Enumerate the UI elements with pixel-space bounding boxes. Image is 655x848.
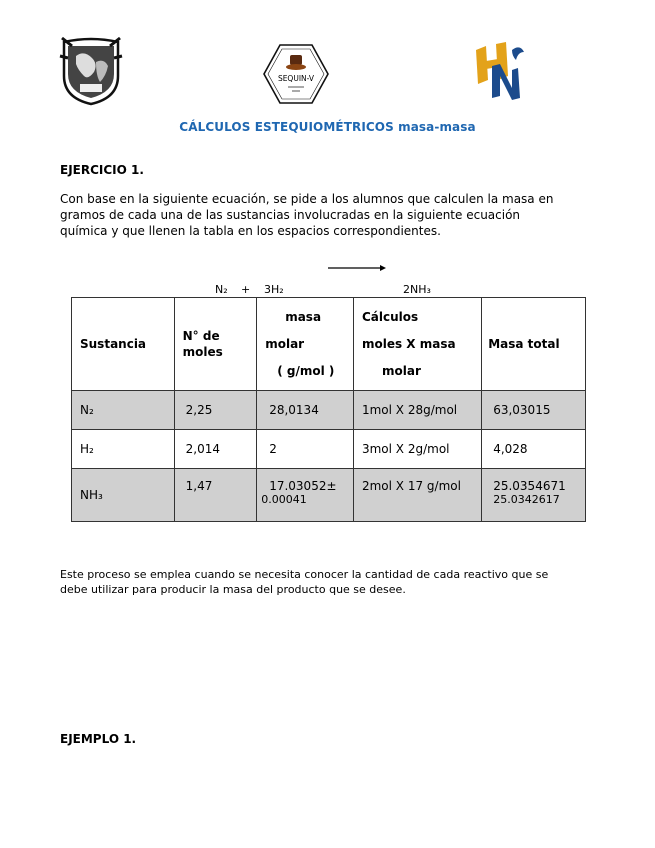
note-line: debe utilizar para producir la masa del producto que se desee. (60, 583, 406, 596)
header-masa-total-label: Masa total (488, 337, 560, 351)
equation-reactant-n2: N₂ (215, 283, 228, 296)
cell-moles: 2,014 (185, 442, 220, 456)
cell-masa-molar: 28,0134 (269, 403, 319, 417)
cell-masa-molar: 2 (269, 442, 277, 456)
ejercicio-heading: EJERCICIO 1. (60, 163, 144, 177)
sequin-logo (262, 43, 330, 105)
header-calculos (353, 298, 481, 391)
table-header-row (72, 298, 586, 391)
cell-sustancia: N₂ (80, 403, 94, 417)
table-row (72, 430, 586, 469)
ejemplo-heading: EJEMPLO 1. (60, 732, 137, 746)
reaction-arrow-icon (328, 263, 386, 273)
cell-sustancia: NH₃ (80, 488, 103, 502)
ejercicio-paragraph (60, 191, 610, 239)
equation-product-nh3: 2NH₃ (403, 283, 431, 296)
paragraph-line: Con base en la siguiente ecuación, se pide a los alumnos que calculen la masa en (60, 192, 554, 206)
unam-shield-logo (58, 36, 124, 106)
header-moles (174, 298, 257, 391)
paragraph-line: gramos de cada una de las sustancias involucradas en la siguiente ecuación (60, 208, 521, 222)
cell-calculo: 2mol X 17 g/mol (361, 479, 461, 493)
cell-moles: 2,25 (185, 403, 213, 417)
cell-masa-total: 63,03015 (493, 403, 551, 417)
equation-reactant-h2: 3H₂ (264, 283, 284, 296)
header-masa-total (482, 298, 586, 391)
process-note (60, 567, 610, 597)
hnc-logo (466, 40, 528, 102)
table-row (72, 469, 586, 522)
table-row (72, 391, 586, 430)
header-masa-molar (257, 298, 354, 391)
header-masa-molar-line: ( g/mol ) (277, 363, 335, 378)
page-title: CÁLCULOS ESTEQUIOMÉTRICOS masa-masa (179, 120, 476, 134)
header-masa-molar-line: molar (265, 336, 305, 351)
stoichiometry-table (71, 297, 586, 522)
header-calculos-line: molar (381, 363, 421, 378)
header-calculos-line: moles X masa (361, 336, 456, 351)
cell-calculo: 1mol X 28g/mol (361, 403, 458, 417)
cell-masa-molar-line: 17.03052± (269, 479, 337, 493)
note-line: Este proceso se emplea cuando se necesita conocer la cantidad de cada reactivo que se (60, 568, 549, 581)
header-sustancia (72, 298, 175, 391)
paragraph-line: química y que llenen la tabla en los espacios correspondientes. (60, 224, 441, 238)
cell-masa-molar-line: 0.00041 (261, 493, 307, 506)
header-sustancia-label: Sustancia (80, 337, 147, 351)
header-calculos-line: Cálculos (361, 309, 419, 324)
cell-masa-total-line: 25.0342617 (493, 493, 560, 506)
header-masa-molar-line: masa (285, 309, 322, 324)
cell-moles: 1,47 (185, 479, 213, 493)
cell-calculo: 3mol X 2g/mol (361, 442, 450, 456)
header-moles-line: moles (182, 345, 223, 359)
cell-masa-total-line: 25.0354671 (493, 479, 566, 493)
header-moles-line: N° de (182, 329, 220, 343)
cell-sustancia: H₂ (80, 442, 94, 456)
sequin-logo-text: SEQUIN-V (277, 74, 315, 83)
cell-masa-total: 4,028 (493, 442, 528, 456)
equation-plus: + (241, 283, 251, 296)
